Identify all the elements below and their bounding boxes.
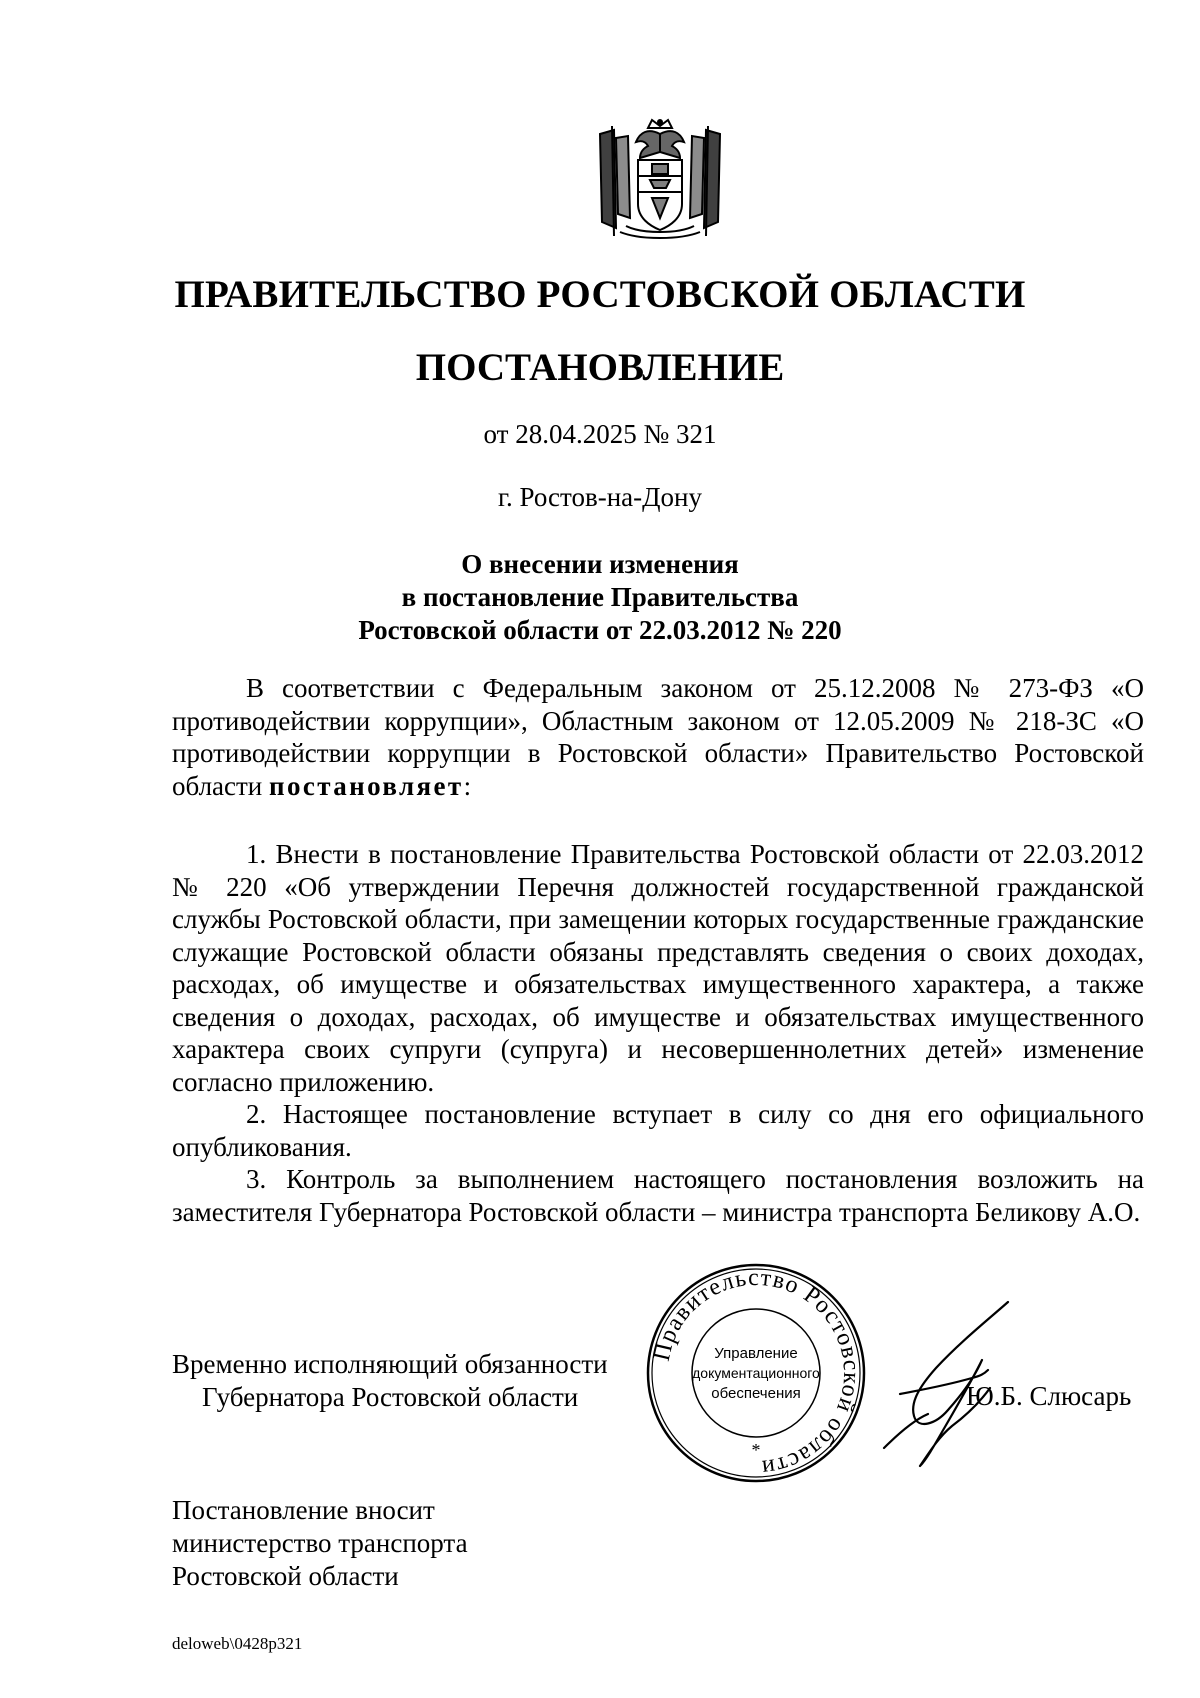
position-line: Временно исполняющий обязанности <box>172 1349 608 1379</box>
stamp-center-line: обеспечения <box>711 1385 801 1402</box>
document-code: deloweb\0428p321 <box>172 1634 303 1653</box>
coat-of-arms-icon <box>590 118 730 244</box>
submitter-block <box>172 1494 468 1593</box>
document-city: г. Ростов-на-Дону <box>497 482 702 512</box>
submitter-line: Постановление вносит <box>172 1495 435 1525</box>
subject-line: в постановление Правительства <box>401 582 799 612</box>
stamp-center-line: Управление <box>714 1345 798 1362</box>
document-subject <box>0 548 1200 647</box>
preamble-paragraph <box>172 672 1144 802</box>
subject-line: О внесении изменения <box>461 549 739 579</box>
submitter-line: Ростовской области <box>172 1561 399 1591</box>
document-date-number: от 28.04.2025 № 321 <box>483 419 717 449</box>
svg-text:*: * <box>751 1440 761 1460</box>
submitter-line: министерство транспорта <box>172 1528 468 1558</box>
government-title: ПРАВИТЕЛЬСТВО РОСТОВСКОЙ ОБЛАСТИ <box>174 273 1026 316</box>
stamp-ring-text: Правительство Ростовской области <box>648 1264 865 1482</box>
preamble <box>172 672 1144 802</box>
decree-keyword: постановляет <box>269 770 464 801</box>
official-stamp <box>645 1262 867 1484</box>
preamble-colon: : <box>463 770 472 801</box>
position-line: Губернатора Ростовской области <box>202 1382 579 1412</box>
decree-item: 1. Внести в постановление Правительства Ростовской области от 22.03.2012 № 220 «Об утверждении Перечня должностей государственной гражданской службы Ростовской области, при замещении которых государственные гражданские служащие Ростовской области обязаны представлять сведения о своих доходах, расходах, об имуществе и обязательствах имущественного характера, а также сведения о доходах, расходах, об имуществе и обязательствах имущественного характера своих супруги (супруга) и несовершеннолетних детей» изменение согласно приложению. <box>172 839 1144 1097</box>
decree-item: 2. Настоящее постановление вступает в силу со дня его официального опубликования. <box>172 1099 1144 1162</box>
decree-item: 3. Контроль за выполнением настоящего постановления возложить на заместителя Губернатора Ростовской области – министра транспорта Беликову А.О. <box>172 1164 1144 1227</box>
document-type: ПОСТАНОВЛЕНИЕ <box>415 346 785 389</box>
signatory-position <box>172 1348 608 1414</box>
subject-line: Ростовской области от 22.03.2012 № 220 <box>358 615 842 645</box>
preamble-text: В соответствии с Федеральным законом от 25.12.2008 № 273-ФЗ «О противодействии коррупции», Областным законом от 12.05.2009 № 218-ЗС «О противодействии коррупции в Ростовской области» Правительство Ростовской области <box>172 673 1144 801</box>
stamp-center-line: документационного <box>692 1365 820 1381</box>
signatory-name: Ю.Б. Слюсарь <box>966 1381 1132 1411</box>
decree-items <box>172 838 1144 1228</box>
